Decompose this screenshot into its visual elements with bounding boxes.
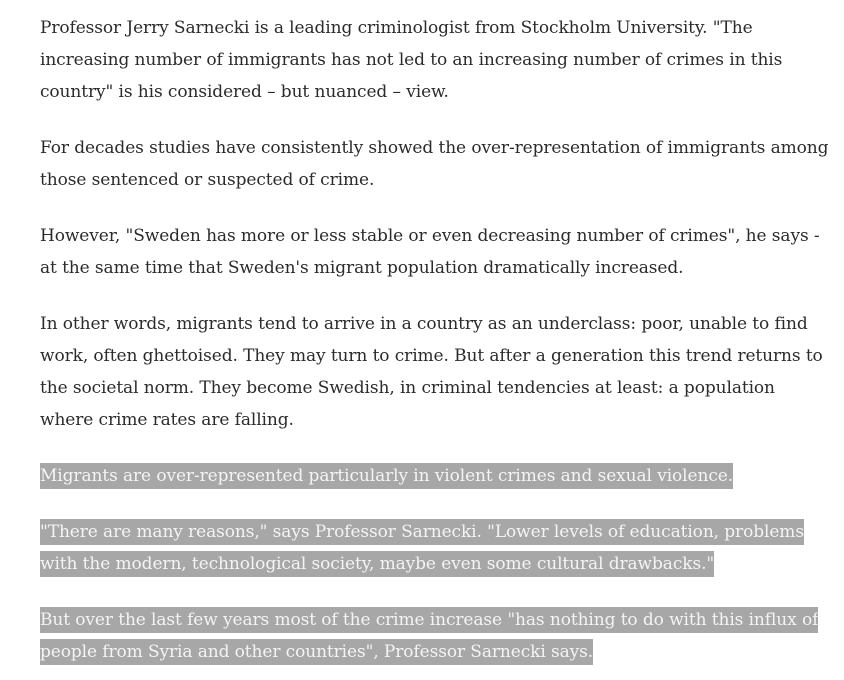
paragraph [40, 12, 830, 108]
selected-text[interactable]: Migrants are over-represented particularly in violent crimes and sexual violence. [40, 463, 733, 489]
paragraph [40, 220, 830, 284]
paragraph-text: Professor Jerry Sarnecki is a leading criminologist from Stockholm University. "The increasing number of immigrants has not led to an increasing number of crimes in this country" is his considered – but nuanced – view. [40, 18, 783, 102]
selected-text[interactable]: But over the last few years most of the crime increase "has nothing to do with this influx of people from Syria and other countries", Professor Sarnecki says. [40, 607, 818, 665]
paragraph [40, 308, 830, 436]
selected-paragraph[interactable] [40, 460, 830, 492]
selected-paragraph[interactable] [40, 516, 830, 580]
paragraph-text: In other words, migrants tend to arrive in a country as an underclass: poor, unable to find work, often ghettoised. They may turn to crime. But after a generation this trend returns to the societal norm. They become Swedish, in criminal tendencies at least: a population where crime rates are falling. [40, 314, 823, 430]
selected-text[interactable]: "There are many reasons," says Professor Sarnecki. "Lower levels of education, problems with the modern, technological society, maybe even some cultural drawbacks." [40, 519, 804, 577]
paragraph-text: For decades studies have consistently showed the over-representation of immigrants among those sentenced or suspected of crime. [40, 138, 829, 190]
selected-paragraph[interactable] [40, 604, 830, 668]
paragraph-text: However, "Sweden has more or less stable or even decreasing number of crimes", he says - at the same time that Sweden's migrant population dramatically increased. [40, 226, 820, 278]
paragraph [40, 132, 830, 196]
